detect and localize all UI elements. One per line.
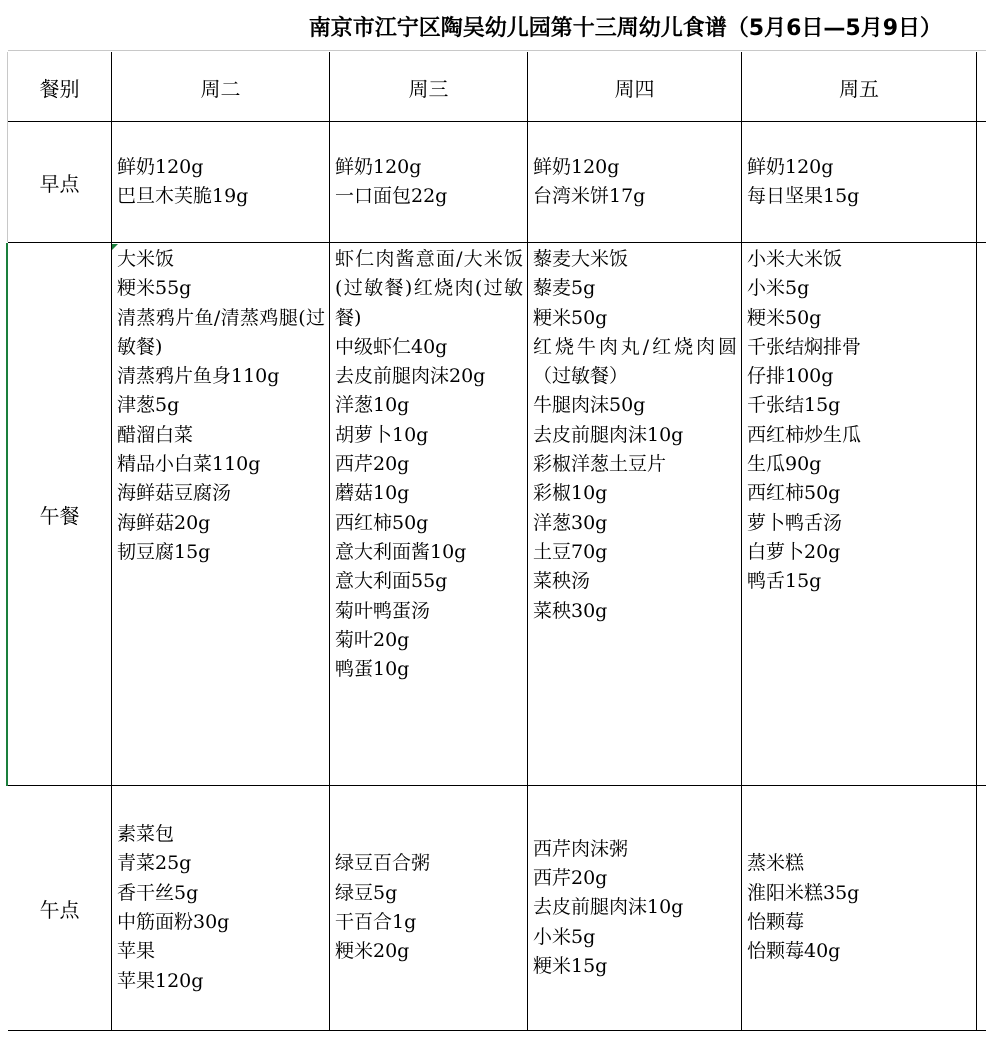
menu-item: 西红柿50g — [747, 482, 841, 505]
menu-item: 津葱5g — [117, 394, 180, 417]
menu-cell — [112, 122, 329, 242]
menu-cell — [112, 245, 329, 783]
menu-cell — [528, 122, 741, 242]
menu-item: 千张结焖排骨 — [747, 335, 862, 358]
menu-item: 绿豆百合粥 — [335, 852, 431, 875]
menu-item: 粳米50g — [747, 306, 822, 329]
menu-item: 萝卜鸭舌汤 — [747, 511, 843, 534]
menu-cell — [742, 786, 976, 1030]
menu-item: 西芹20g — [335, 453, 410, 476]
menu-item: 千张结15g — [747, 394, 841, 417]
menu-item: 清蒸鸦片鱼身110g — [117, 365, 280, 388]
menu-item: 干百合1g — [335, 911, 417, 933]
menu-item: 鲜奶120g — [533, 155, 620, 178]
menu-item: 意大利面酱10g — [335, 540, 467, 563]
grid-line — [8, 1030, 986, 1031]
header-day-thursday: 周四 — [614, 76, 655, 101]
menu-item: 洋葱10g — [335, 394, 410, 417]
menu-item: 菜秧汤 — [533, 570, 591, 593]
meal-label-lunch: 午餐 — [39, 503, 80, 528]
menu-item: 西红柿炒生瓜 — [747, 423, 862, 446]
menu-item: 土豆70g — [533, 540, 608, 563]
menu-item: 西芹肉沫粥 — [533, 837, 629, 860]
menu-cell — [330, 245, 527, 783]
menu-cell — [742, 122, 976, 242]
menu-item: 西红柿50g — [335, 511, 429, 534]
meal-label-afternoon-snack: 午点 — [39, 897, 80, 922]
menu-item: 苹果 — [117, 940, 156, 963]
menu-item: 每日坚果15g — [747, 185, 860, 207]
menu-item: 中筋面粉30g — [117, 911, 230, 933]
menu-cell — [528, 786, 741, 1030]
menu-item: 怡颗莓 — [747, 911, 805, 933]
menu-item: 生瓜90g — [747, 453, 822, 476]
menu-item: 大米饭 — [117, 248, 175, 270]
menu-item: 中级虾仁40g — [335, 335, 448, 358]
menu-item: 苹果120g — [117, 969, 204, 992]
menu-item: 一口面包22g — [335, 185, 448, 207]
menu-item: 去皮前腿肉沫10g — [533, 896, 684, 919]
menu-item: 精品小白菜110g — [117, 453, 261, 476]
menu-item: 藜麦大米饭 — [533, 248, 629, 270]
menu-item: 彩椒10g — [533, 482, 608, 505]
menu-item: 韧豆腐15g — [117, 540, 211, 563]
header-day-tuesday: 周二 — [200, 76, 241, 101]
header-day-wednesday: 周三 — [408, 76, 449, 101]
menu-item: 鲜奶120g — [747, 155, 834, 178]
grid-line — [8, 242, 986, 243]
menu-item: 巴旦木芙脆19g — [117, 185, 249, 207]
menu-item: 菊叶20g — [335, 628, 410, 651]
menu-item: 小米大米饭 — [747, 248, 843, 270]
menu-item: 藜麦5g — [533, 277, 596, 300]
menu-item: 绿豆5g — [335, 881, 398, 904]
menu-item: 海鲜菇豆腐汤 — [117, 482, 232, 505]
header-top-rule — [8, 50, 986, 51]
menu-item: 海鲜菇20g — [117, 511, 211, 534]
menu-item: 胡萝卜10g — [335, 423, 429, 446]
menu-item: 青菜25g — [117, 852, 192, 875]
menu-item: 粳米20g — [335, 940, 410, 963]
menu-item: 鲜奶120g — [335, 155, 422, 178]
menu-item: 牛腿肉沫50g — [533, 394, 646, 417]
menu-item: 清蒸鸦片鱼/清蒸鸡腿(过敏餐) — [117, 306, 325, 358]
menu-item: 淮阳米糕35g — [747, 881, 860, 904]
menu-item: 去皮前腿肉沫10g — [533, 423, 684, 446]
menu-item: 白萝卜20g — [747, 540, 841, 563]
menu-item: 粳米15g — [533, 954, 608, 977]
menu-item: 鲜奶120g — [117, 155, 204, 178]
menu-item: 蒸米糕 — [747, 852, 805, 875]
menu-item: 意大利面55g — [335, 570, 448, 593]
header-day-friday: 周五 — [839, 76, 879, 101]
menu-item: 菊叶鸭蛋汤 — [335, 599, 431, 622]
menu-cell — [528, 245, 741, 783]
menu-item: 鸭舌15g — [747, 570, 822, 593]
menu-item: 去皮前腿肉沫20g — [335, 365, 486, 388]
menu-cell — [330, 786, 527, 1030]
menu-item: 蘑菇10g — [335, 482, 410, 505]
menu-item: 粳米55g — [117, 277, 192, 300]
menu-item: 鸭蛋10g — [335, 658, 410, 681]
menu-item: 彩椒洋葱土豆片 — [533, 453, 667, 476]
menu-item: 虾仁肉酱意面/大米饭(过敏餐)红烧肉(过敏餐) — [335, 248, 523, 329]
meal-label-morning-snack: 早点 — [39, 171, 80, 196]
menu-item: 香干丝5g — [117, 881, 199, 904]
menu-item: 西芹20g — [533, 867, 608, 890]
menu-item: 红烧牛肉丸/红烧肉圆（过敏餐） — [533, 335, 737, 388]
menu-cell — [742, 245, 976, 783]
menu-item: 仔排100g — [747, 365, 834, 388]
menu-item: 小米5g — [533, 925, 596, 948]
page-title: 南京市江宁区陶吴幼儿园第十三周幼儿食谱（5月6日—5月9日） — [308, 16, 942, 41]
menu-cell — [330, 122, 527, 242]
menu-item: 小米5g — [747, 277, 810, 300]
header-meal-label: 餐别 — [39, 76, 80, 101]
menu-item: 素菜包 — [117, 823, 175, 846]
menu-item: 洋葱30g — [533, 511, 608, 534]
grid-line — [976, 52, 977, 1030]
menu-cell — [112, 786, 329, 1030]
menu-item: 粳米50g — [533, 306, 608, 329]
menu-item: 醋溜白菜 — [117, 423, 194, 446]
menu-item: 菜秧30g — [533, 599, 608, 622]
menu-item: 怡颗莓40g — [747, 940, 841, 963]
menu-item: 台湾米饼17g — [533, 185, 646, 207]
